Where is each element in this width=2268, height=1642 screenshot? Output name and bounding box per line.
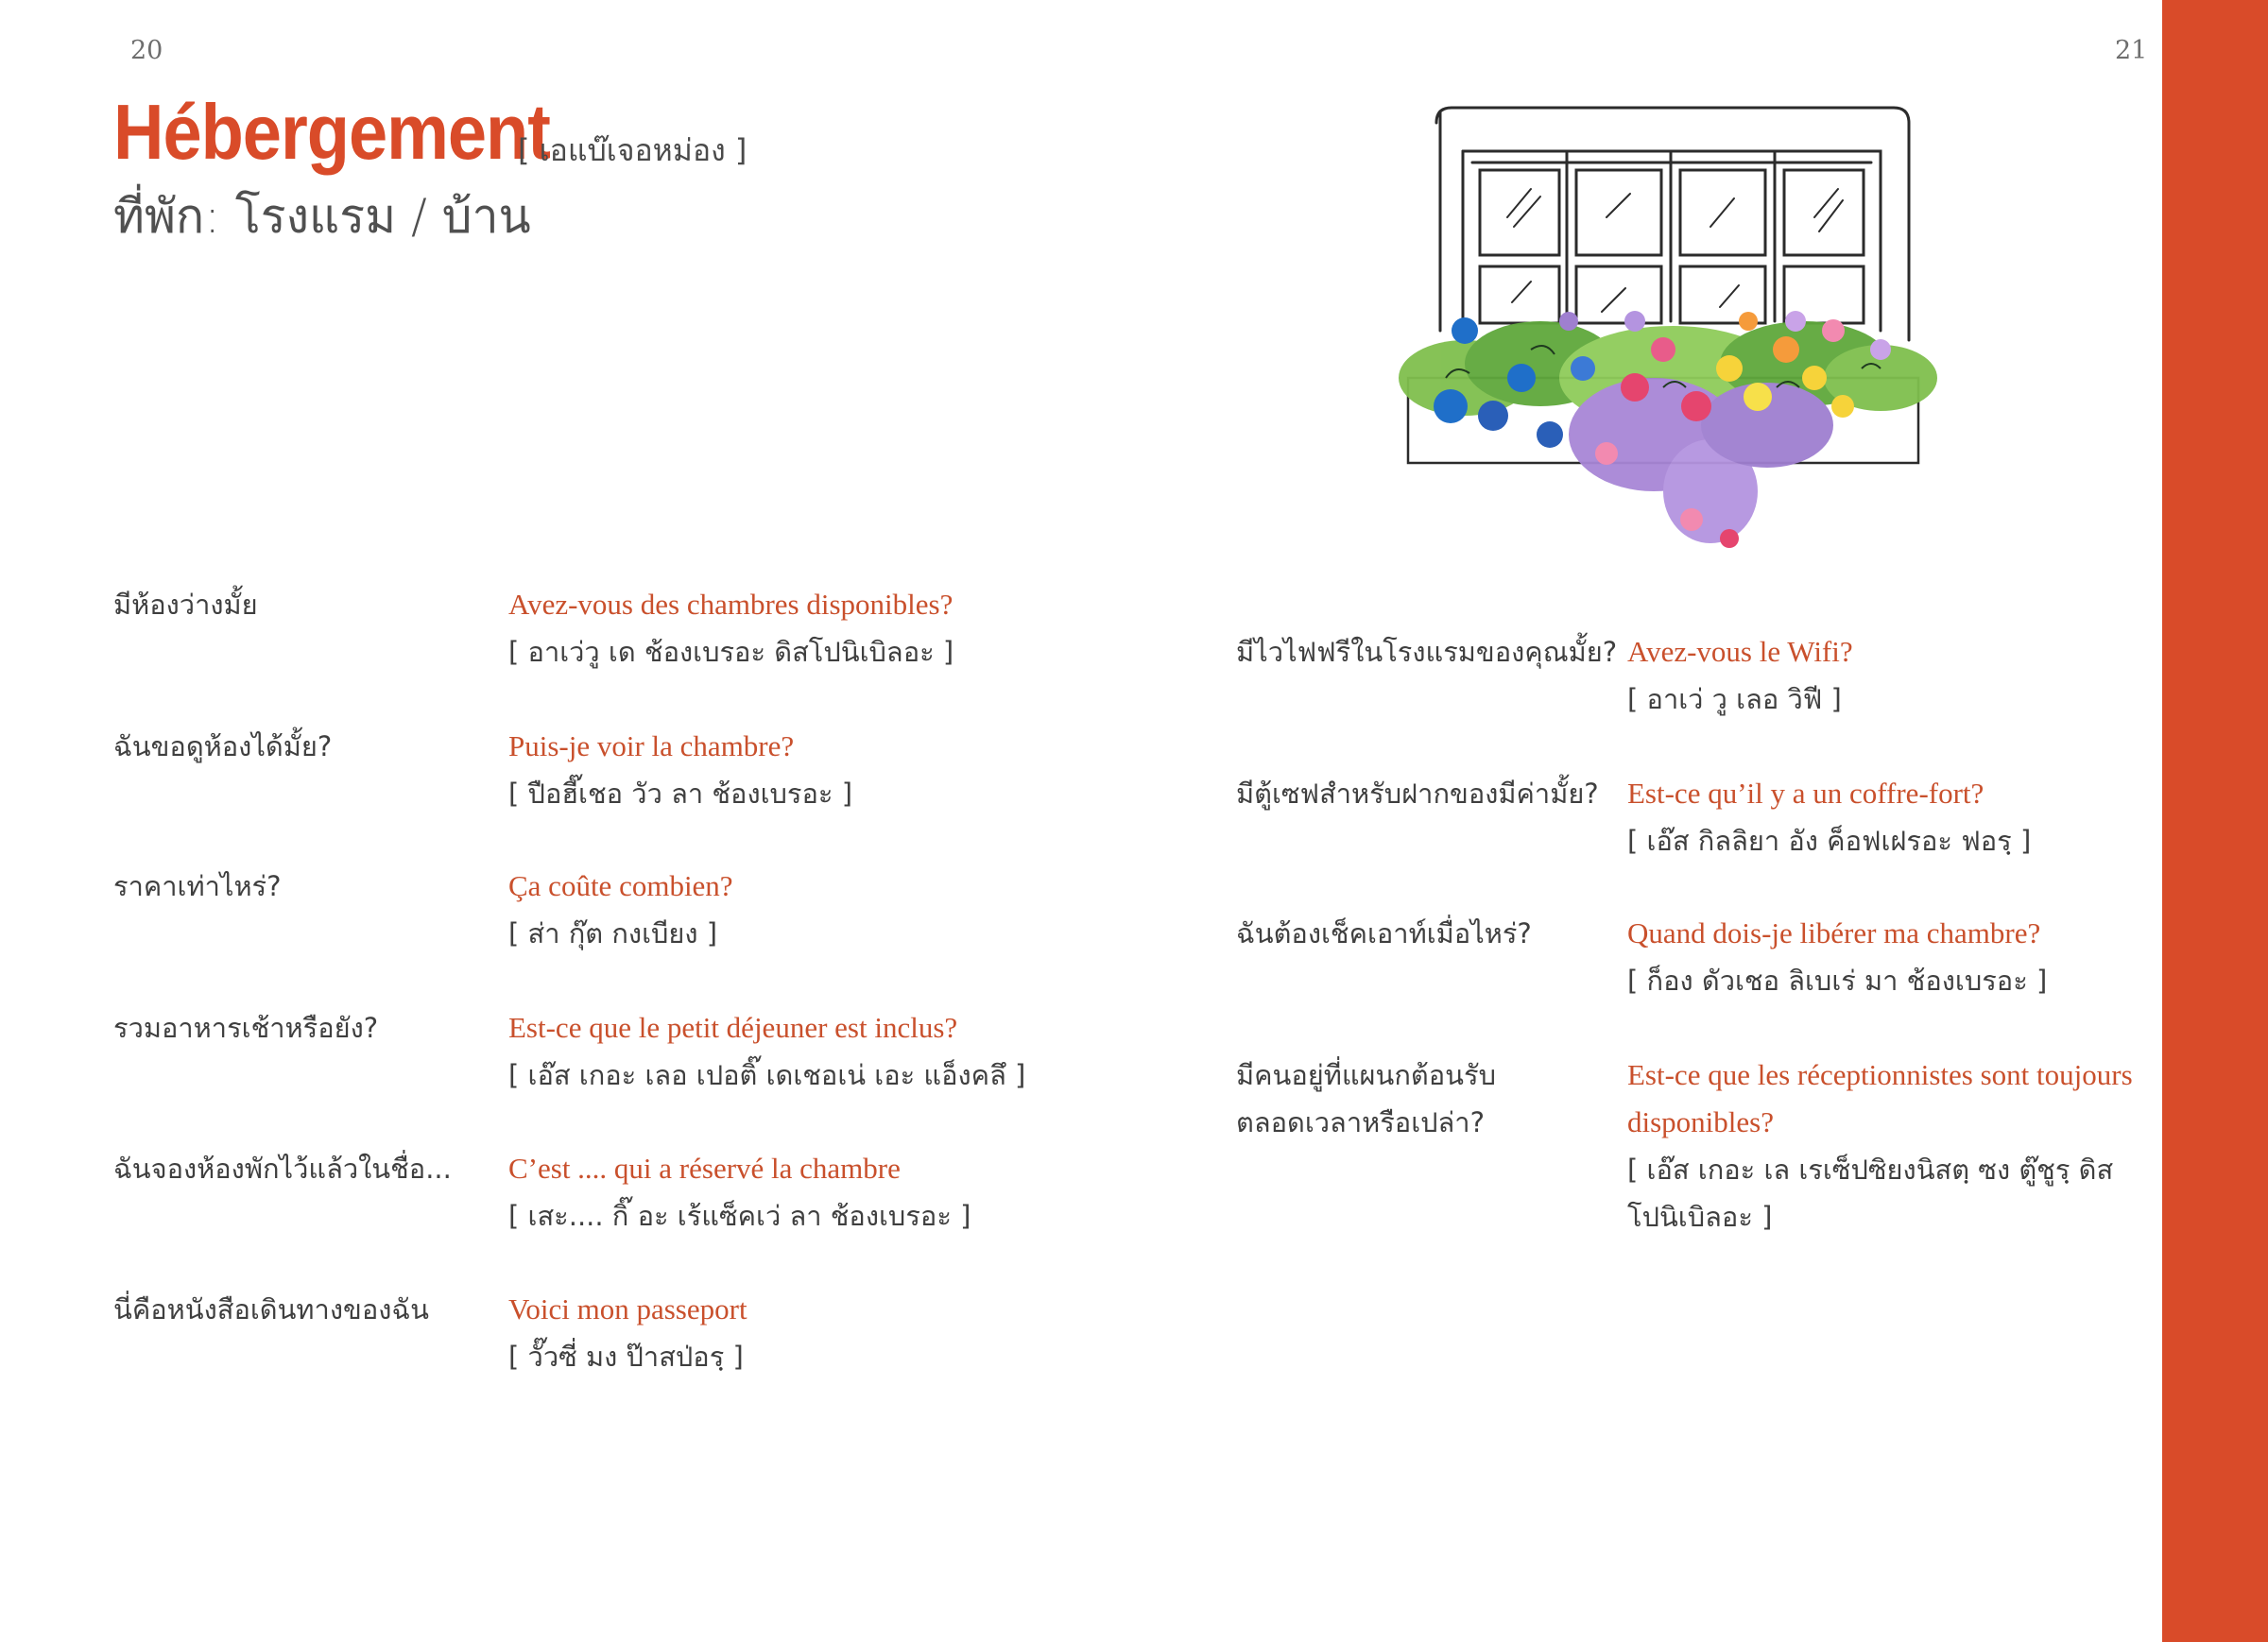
phrase-french: Puis-je voir la chambre? [508, 729, 795, 762]
phrase-french: Avez-vous le Wifi? [1627, 635, 1853, 668]
page-number-right: 21 [2115, 36, 2148, 65]
phrase-french: Avez-vous des chambres disponibles? [508, 588, 954, 621]
side-color-bar [2162, 0, 2268, 1642]
phrase-pronunciation: [ อาเว่ วู เลอ วิฟี ] [1627, 683, 1842, 715]
phrase-pronunciation: [ ส่า กุ๊ต กงเบียง ] [508, 917, 718, 949]
phrase-pronunciation: [ เสะ.... กิ๊ อะ เร้แซ็คเว่ ลา ช้องเบรอะ ] [508, 1200, 971, 1232]
page-title: Hébergement [113, 88, 550, 177]
phrase-thai-line2: ตลอดเวลาหรือเปล่า? [1236, 1106, 1485, 1138]
phrase-french: Quand dois-je libérer ma chambre? [1627, 916, 2041, 949]
page-number-left: 20 [130, 36, 163, 65]
phrase-pronunciation: [ เอ๊ส เกอะ เลอ เปอติ๊ เดเชอเน่ เอะ แอ็งคลึ ] [508, 1059, 1026, 1091]
phrase-french: C’est .... qui a réservé la chambre [508, 1152, 901, 1185]
phrase-french: Est-ce que le petit déjeuner est inclus? [508, 1011, 958, 1044]
phrase-french: Voici mon passeport [508, 1292, 747, 1326]
window-flower-box-icon [1351, 94, 1956, 567]
phrase-thai: รวมอาหารเช้าหรือยัง? [113, 1012, 379, 1044]
title-pronunciation: [ เอแบ๊เจอหม่อง ] [518, 132, 747, 168]
phrase-thai: ราคาเท่าไหร่? [113, 870, 282, 902]
phrase-thai: มีห้องว่างมั้ย [113, 589, 258, 621]
phrase-french: Est-ce qu’il y a un coffre-fort? [1627, 777, 1984, 810]
phrase-pronunciation: [ อาเว่วู เด ช้องเบรอะ ดิสโปนิเบิลอะ ] [508, 636, 954, 668]
phrase-french-line2: disponibles? [1627, 1105, 1774, 1138]
phrase-thai: มีไวไฟฟรีในโรงแรมของคุณมั้ย? [1236, 636, 1618, 668]
phrase-pronunciation: [ เอ๊ส กิลลิยา อัง ค็อฟเฝรอะ ฟอรฺ ] [1627, 825, 2032, 857]
phrase-thai: ฉันต้องเช็คเอาท์เมื่อไหร่? [1236, 917, 1532, 949]
title-thai: ที่พัก: โรงแรม / บ้าน [113, 189, 531, 244]
phrase-french: Ça coûte combien? [508, 869, 733, 902]
phrase-pronunciation-line1: [ เอ๊ส เกอะ เล เรเซ็ปซิยงนิสตฺ ซง ตู๊ชูรฺ ดิส [1627, 1154, 2114, 1186]
phrase-french-line1: Est-ce que les réceptionnistes sont toujours [1627, 1058, 2133, 1091]
phrase-pronunciation: [ วั๊วซี่ มง ป๊าสป่อรฺ ] [508, 1341, 744, 1373]
phrase-thai-line1: มีคนอยู่ที่แผนกต้อนรับ [1236, 1059, 1496, 1091]
phrase-pronunciation: [ ก็อง ดัวเชอ ลิเบเร่ มา ช้องเบรอะ ] [1627, 965, 2048, 997]
phrase-thai: นี่คือหนังสือเดินทางของฉัน [113, 1293, 429, 1326]
phrase-thai: ฉันจองห้องพักไว้แล้วในชื่อ... [113, 1153, 452, 1185]
phrase-thai: มีตู้เซฟสำหรับฝากของมีค่ามั้ย? [1236, 778, 1599, 810]
phrase-thai: ฉันขอดูห้องได้มั้ย? [113, 730, 333, 762]
phrase-pronunciation: [ ปือฮี๊เชอ วัว ลา ช้องเบรอะ ] [508, 778, 853, 810]
phrase-pronunciation-line2: โปนิเบิลอะ ] [1627, 1201, 1773, 1233]
